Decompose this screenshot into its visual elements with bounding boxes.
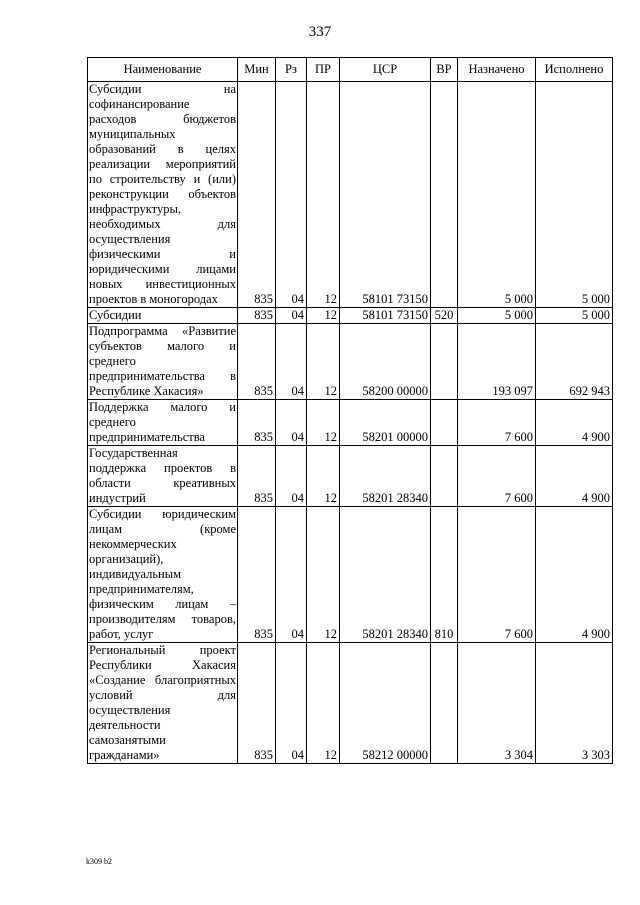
table-row — [88, 82, 613, 308]
row-rz: 04 — [276, 400, 307, 446]
row-vr — [431, 643, 458, 764]
row-csr: 58101 73150 — [340, 308, 431, 324]
row-vr — [431, 82, 458, 308]
row-rz: 04 — [276, 643, 307, 764]
row-assigned: 193 097 — [458, 324, 536, 400]
row-rz: 04 — [276, 507, 307, 643]
row-pr: 12 — [307, 308, 340, 324]
row-name: Субсидии юридическим лицам (кроме некоммерческих организаций), индивидуальным предпринимателям, физическим лицам – производителям товаров, работ, услуг — [89, 507, 236, 641]
row-csr: 58201 28340 — [340, 446, 431, 507]
table-row — [88, 643, 613, 764]
row-rz: 04 — [276, 308, 307, 324]
row-rz: 04 — [276, 82, 307, 308]
row-csr: 58212 00000 — [340, 643, 431, 764]
row-name: Государственная поддержка проектов в области креативных индустрий — [89, 446, 236, 505]
header-pr: ПР — [307, 58, 340, 82]
table-row — [88, 308, 613, 324]
row-name: Субсидии на софинансирование расходов бюджетов муниципальных образований в целях реализации мероприятий по строительству и (или) реконструкции объектов инфраструктуры, необходимых для осуществления физическими и юридическими лицами новых инвестиционных проектов в моногородах — [89, 82, 236, 306]
table-row — [88, 507, 613, 643]
row-min: 835 — [238, 400, 276, 446]
header-rz: Рз — [276, 58, 307, 82]
row-rz: 04 — [276, 446, 307, 507]
header-name: Наименование — [88, 58, 238, 82]
row-assigned: 3 304 — [458, 643, 536, 764]
header-assigned: Назначено — [458, 58, 536, 82]
row-min: 835 — [238, 643, 276, 764]
row-executed: 3 303 — [536, 643, 613, 764]
row-csr: 58201 00000 — [340, 400, 431, 446]
header-row — [88, 58, 613, 82]
row-min: 835 — [238, 82, 276, 308]
row-csr: 58101 73150 — [340, 82, 431, 308]
row-assigned: 7 600 — [458, 446, 536, 507]
row-vr — [431, 446, 458, 507]
row-executed: 692 943 — [536, 324, 613, 400]
page-number: 337 — [308, 24, 332, 40]
row-executed: 5 000 — [536, 82, 613, 308]
table-row — [88, 400, 613, 446]
row-vr: 520 — [431, 308, 458, 324]
table-row — [88, 446, 613, 507]
row-pr: 12 — [307, 446, 340, 507]
row-vr — [431, 400, 458, 446]
row-pr: 12 — [307, 82, 340, 308]
row-name: Региональный проект Республики Хакасия «Создание благоприятных условий для осуществления деятельности самозанятыми гражданами» — [89, 643, 236, 762]
row-rz: 04 — [276, 324, 307, 400]
row-pr: 12 — [307, 507, 340, 643]
header-vr: ВР — [431, 58, 458, 82]
row-pr: 12 — [307, 643, 340, 764]
row-name: Поддержка малого и среднего предпринимательства — [89, 400, 236, 444]
row-csr: 58200 00000 — [340, 324, 431, 400]
row-executed: 4 900 — [536, 446, 613, 507]
row-name: Субсидии — [88, 308, 238, 324]
row-min: 835 — [238, 446, 276, 507]
header-csr: ЦСР — [340, 58, 431, 82]
row-vr: 810 — [431, 507, 458, 643]
row-pr: 12 — [307, 400, 340, 446]
row-assigned: 7 600 — [458, 400, 536, 446]
row-pr: 12 — [307, 324, 340, 400]
row-assigned: 5 000 — [458, 82, 536, 308]
row-executed: 4 900 — [536, 507, 613, 643]
budget-table — [87, 57, 613, 764]
table-row — [88, 324, 613, 400]
header-min: Мин — [238, 58, 276, 82]
row-csr: 58201 28340 — [340, 507, 431, 643]
row-min: 835 — [238, 324, 276, 400]
row-executed: 4 900 — [536, 400, 613, 446]
row-assigned: 7 600 — [458, 507, 536, 643]
row-vr — [431, 324, 458, 400]
footer-code: k309 b2 — [86, 857, 112, 866]
row-name: Подпрограмма «Развитие субъектов малого и среднего предпринимательства в Республике Хакасия» — [89, 324, 236, 398]
row-min: 835 — [238, 507, 276, 643]
row-executed: 5 000 — [536, 308, 613, 324]
row-min: 835 — [238, 308, 276, 324]
header-executed: Исполнено — [536, 58, 613, 82]
row-assigned: 5 000 — [458, 308, 536, 324]
